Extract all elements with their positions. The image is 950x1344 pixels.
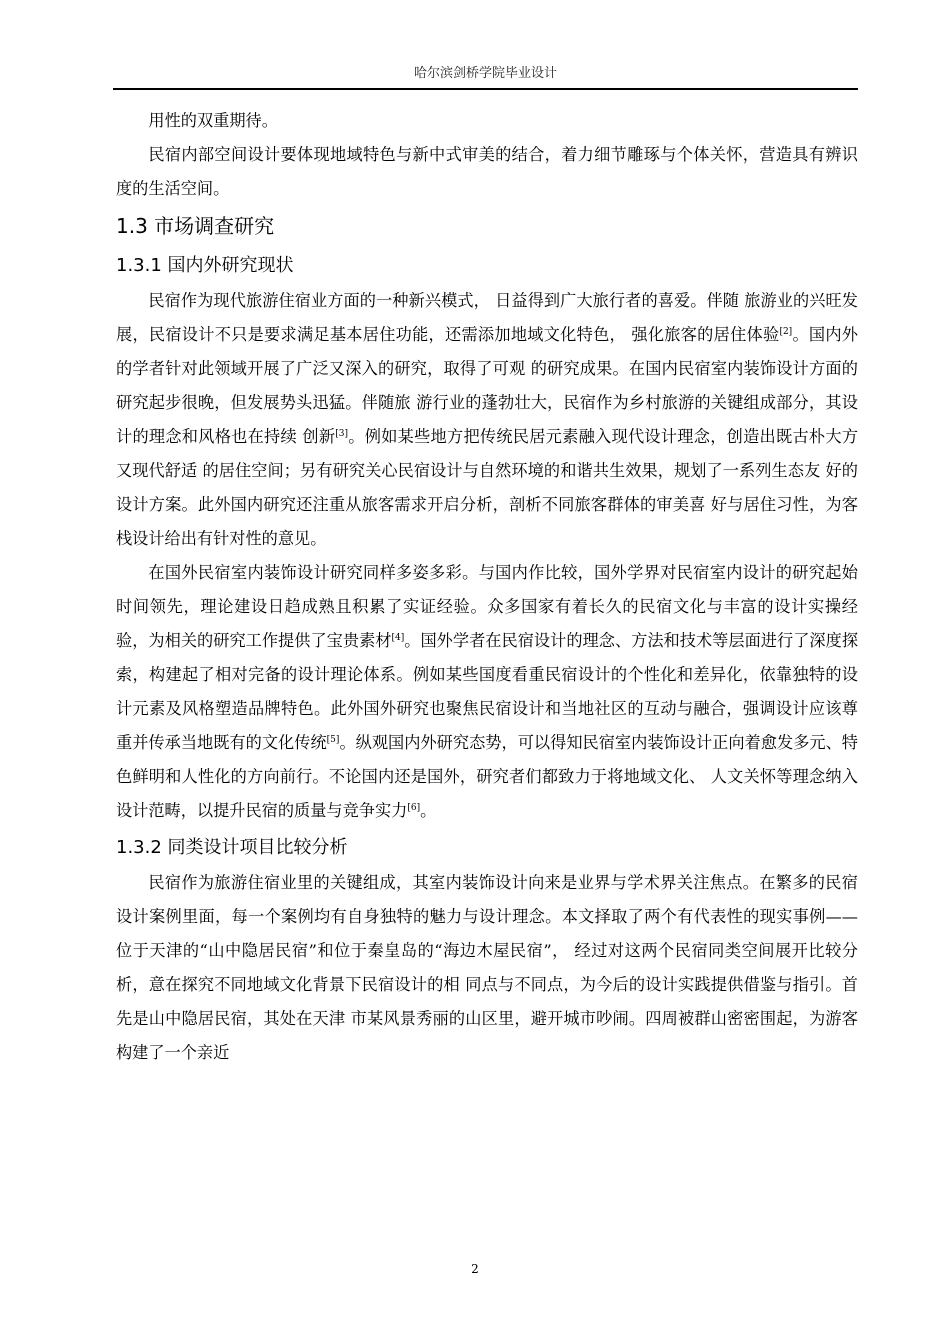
- header-divider: [113, 88, 858, 90]
- text-segment: 。: [420, 801, 437, 820]
- section-heading-1-3: 1.3 市场调查研究: [116, 214, 275, 238]
- paragraph-domestic-research: [116, 284, 858, 556]
- text-segment: 民宿作为现代旅游住宿业方面的一种新兴模式， 日益得到广大旅行者的喜爱。伴随 旅游业的兴旺发展，民宿设计不只是要求满足基本居住功能，还需添加地域文化特色， 强化旅客的居住体验: [116, 291, 858, 344]
- paragraph-case-comparison: 民宿作为旅游住宿业里的关键组成，其室内装饰设计向来是业界与学术界关注焦点。在繁多的民宿设计案例里面，每一个案例均有自身独特的魅力与设计理念。本文择取了两个有代表性的现实事例——位于天津的“山中隐居民宿”和位于秦皇岛的“海边木屋民宿”， 经过对这两个民宿同类空间展开比较分析，意在探究不同地域文化背景下民宿设计的相 同点与不同点，为今后的设计实践提供借鉴与指引。首先是山中隐居民宿，其处在天津 市某风景秀丽的山区里，避开城市吵闹。四周被群山密密围起，为游客构建了一个亲近: [116, 873, 858, 1062]
- section-heading-1-3-2: 1.3.2 同类设计项目比较分析: [116, 837, 348, 858]
- text-segment: 。例如某些地方把传统民居元素融入现代设计理念，创造出既古朴大方又现代舒适 的居住空间；另有研究关心民宿设计与自然环境的和谐共生效果，规划了一系列生态友 好的设计方案。此外国内研究还注重从旅客需求开启分析，剖析不同旅客群体的审美喜 好与居住习性，为客栈设计给出有针对性的意见。: [116, 427, 859, 548]
- citation-ref: [2]: [779, 327, 793, 337]
- paragraph-continuation: 用性的双重期待。: [148, 111, 278, 130]
- page-number: 2: [471, 1262, 479, 1276]
- text-segment: 。国外学者在民宿设计的理念、方法和技术等层面进行了深度探索，构建起了相对完备的设计理论体系。例如某些国度看重民宿设计的个性化和差异化，依靠独特的设计元素及风格塑造品牌特色。此外国外研究也聚焦民宿设计和当地社区的互动与融合，强调设计应该尊重并传承当地既有的文化传统: [116, 631, 859, 752]
- text-segment: 在国外民宿室内装饰设计研究同样多姿多彩。与国内作比较，国外学界对民宿室内设计的研究起始时间领先，理论建设日趋成熟且积累了实证经验。众多国家有着长久的民宿文化与丰富的设计实操经验，为相关的研究工作提供了宝贵素材: [116, 563, 858, 650]
- citation-ref: [6]: [407, 803, 421, 813]
- text-segment: 。国内外的学者针对此领域开展了广泛又深入的研究，取得了可观 的研究成果。在国内民宿室内装饰设计方面的研究起步很晚，但发展势头迅猛。伴随旅 游行业的蓬勃壮大，民宿作为乡村旅游的关键组成部分，其设计的理念和风格也在持续 创新: [116, 325, 858, 446]
- citation-ref: [5]: [326, 735, 340, 745]
- section-heading-1-3-1: 1.3.1 国内外研究现状: [116, 255, 294, 276]
- text-segment: 。纵观国内外研究态势，可以得知民宿室内装饰设计正向着愈发多元、特色鲜明和人性化的方向前行。不论国内还是国外，研究者们都致力于将地域文化、 人文关怀等理念纳入设计范畴，以提升民宿的质量与竞争实力: [116, 733, 858, 820]
- paragraph-interior-design: 民宿内部空间设计要体现地域特色与新中式审美的结合，着力细节雕琢与个体关怀，营造具有辨识度的生活空间。: [116, 145, 858, 198]
- paragraph-foreign-research: [116, 556, 858, 828]
- document-body: [116, 104, 858, 1070]
- page-header: 哈尔滨剑桥学院毕业设计: [413, 66, 557, 81]
- citation-ref: [4]: [391, 633, 405, 643]
- citation-ref: [3]: [335, 429, 349, 439]
